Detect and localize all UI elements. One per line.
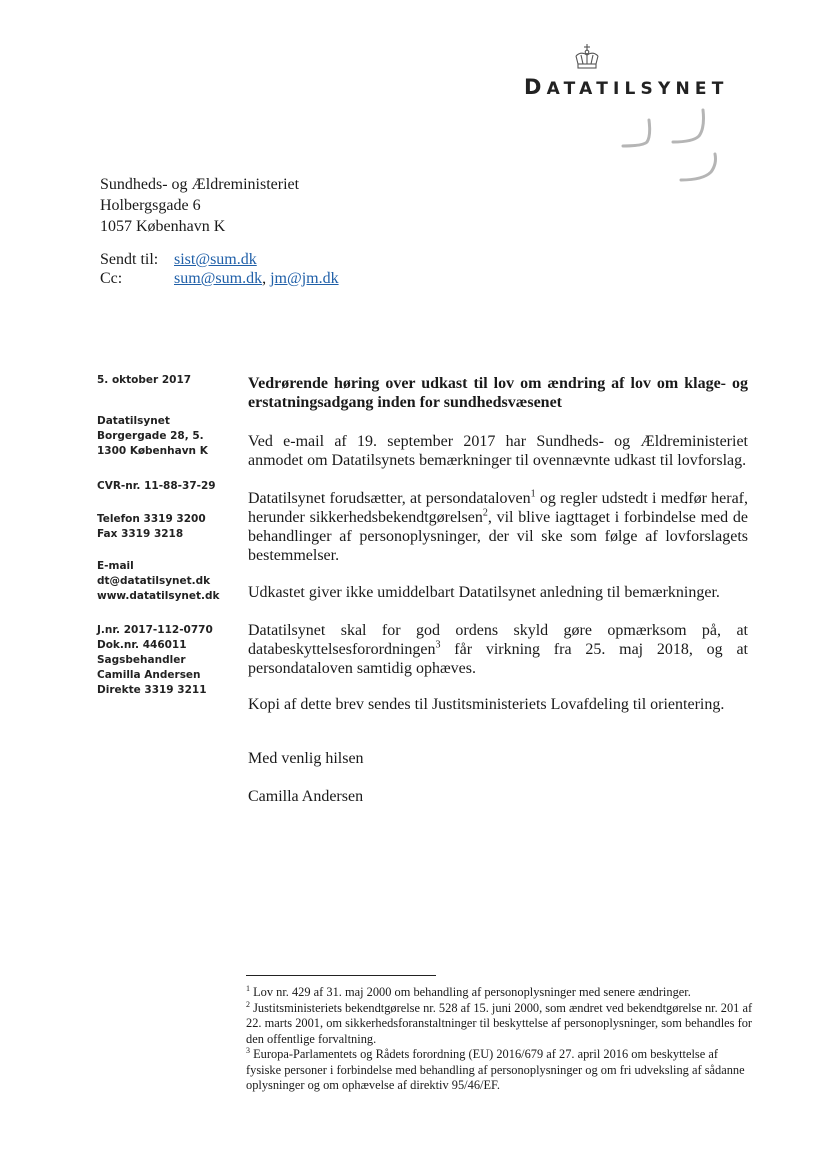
sidebar-online <box>97 559 247 604</box>
handwritten-marks <box>615 108 735 188</box>
sidebar-direct: Direkte 3319 3211 <box>97 684 207 696</box>
sidebar-handler: Camilla Andersen <box>97 669 201 681</box>
footnote-3: $^3$ Europa-Parlamentets og Rådets forordning (EU) 2016/679 af 27. april 2016 om beskyttelse af fysiske personer i forbindelse med behandling af personoplysninger og om fri udveksling af sådanne oplysninger og om ophævelse af direktiv 95/46/EF. <box>246 1045 745 1092</box>
sidebar-contact <box>97 512 247 542</box>
sidebar-web: www.datatilsynet.dk <box>97 590 220 602</box>
letter-heading: Vedrørende høring over udkast til lov om ændring af lov om klage- og erstatningsadgang inden for sundhedsvæsenet <box>248 375 748 411</box>
cc-email-link-1[interactable]: sum@sum.dk <box>174 270 263 287</box>
footnote-ref-3: 3 <box>435 639 441 651</box>
footnote-2: $^2$ Justitsministeriets bekendtgørelse nr. 528 af 15. juni 2000, som ændret ved bekendtgørelse nr. 201 af 22. marts 2001, om sikkerhedsforanstaltninger til beskyttelse af personoplysninger, som behandles for den offentlige forvaltning. <box>246 999 753 1046</box>
datatilsynet-logo-text: DATATILSYNET <box>524 75 729 99</box>
sent-to-label: Sendt til: <box>100 251 159 268</box>
closing: Med venlig hilsen <box>248 750 364 767</box>
recipient-city: 1057 København K <box>100 218 226 235</box>
footnote-1: $^1$ Lov nr. 429 af 31. maj 2000 om behandling af personoplysninger med senere ændringer. <box>246 983 691 999</box>
recipients-block <box>100 250 339 288</box>
footnote-divider <box>246 975 436 976</box>
sidebar-org: Datatilsynet <box>97 415 170 427</box>
footnotes <box>246 985 756 1094</box>
paragraph-4: Datatilsynet skal for god ordens skyld gøre opmærksom på, at databeskyttelsesforordningen$^3$ får virkning fra 25. maj 2018, og at persondataloven samtidig ophæves. <box>248 622 748 677</box>
paragraph-1: Ved e-mail af 19. september 2017 har Sundheds- og Ældreministeriet anmodet om Datatilsynets bemærkninger til ovennævnte udkast til lovforslag. <box>248 433 748 469</box>
sidebar-phone: Telefon 3319 3200 <box>97 513 206 525</box>
sidebar-jnr: J.nr. 2017-112-0770 <box>97 624 213 636</box>
footnote-ref-2: 2 <box>482 507 488 519</box>
paragraph-2: Datatilsynet forudsætter, at persondataloven$^1$ og regler udstedt i medfør heraf, herunder sikkerhedsbekendtgørelsen$^2$, vil blive iagttaget i forbindelse med de behandlinger af personoplysninger, der vil ske som følge af lovforslagets bestemmelser. <box>248 488 749 564</box>
sidebar-street: Borgergade 28, 5. <box>97 430 204 442</box>
cc-email-link-2[interactable]: jm@jm.dk <box>270 270 339 287</box>
sidebar-case <box>97 623 247 698</box>
recipient-address <box>100 174 299 237</box>
recipient-name: Sundheds- og Ældreministeriet <box>100 176 300 193</box>
sidebar-email: dt@datatilsynet.dk <box>97 575 211 587</box>
sent-to-email-link[interactable]: sist@sum.dk <box>174 251 257 268</box>
sidebar-city: 1300 København K <box>97 445 208 457</box>
sidebar-email-label: E-mail <box>97 560 134 572</box>
sidebar-handler-label: Sagsbehandler <box>97 654 186 666</box>
cc-separator: , <box>262 270 267 287</box>
paragraph-3: Udkastet giver ikke umiddelbart Datatilsynet anledning til bemærkninger. <box>248 584 720 601</box>
cc-label: Cc: <box>100 270 123 287</box>
sidebar-fax: Fax 3319 3218 <box>97 528 184 540</box>
sidebar-cvr: CVR-nr. 11-88-37-29 <box>97 480 216 492</box>
signature-name: Camilla Andersen <box>248 788 364 805</box>
footnote-ref-1: 1 <box>530 488 536 500</box>
recipient-street: Holbergsgade 6 <box>100 197 201 214</box>
sidebar-date: 5. oktober 2017 <box>97 374 192 386</box>
sidebar-address <box>97 414 247 459</box>
paragraph-5: Kopi af dette brev sendes til Justitsministeriets Lovafdeling til orientering. <box>248 696 725 713</box>
sidebar-doknr: Dok.nr. 446011 <box>97 639 187 651</box>
crown-logo-icon <box>571 44 603 72</box>
